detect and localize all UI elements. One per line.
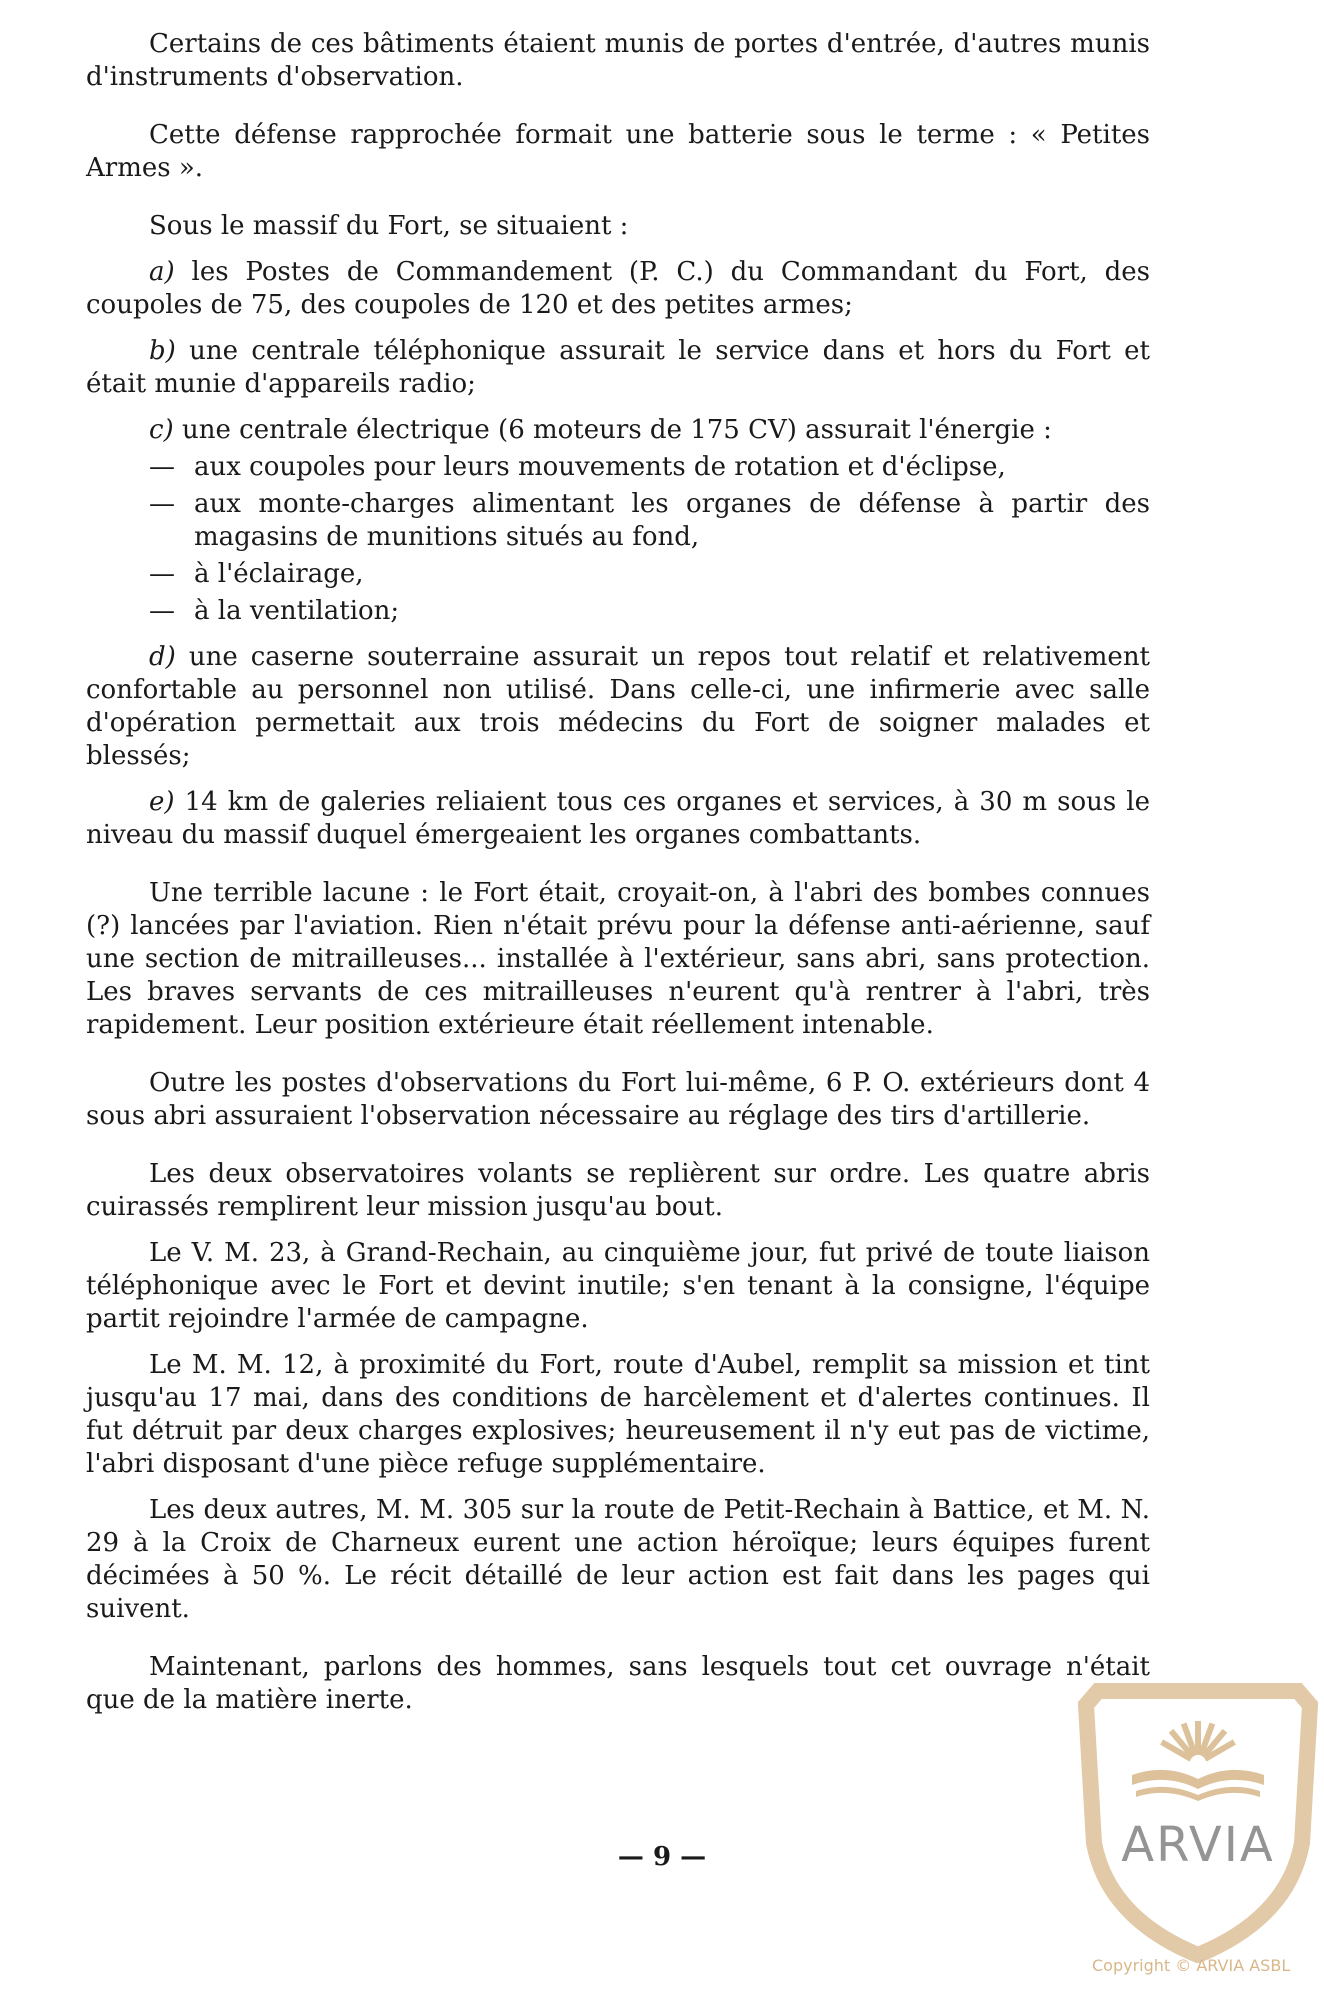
paragraph-2: Cette défense rapprochée formait une batterie sous le terme : « Petites Armes ». [86,120,1150,183]
page-body [86,28,1150,1717]
item-c [86,414,1150,447]
paragraph-7: Le V. M. 23, à Grand-Rechain, au cinquième jour, fut privé de toute liaison téléphonique avec le Fort et devint inutile; s'en tenant à la consigne, l'équipe partit rejoindre l'armée de campagne. [86,1238,1150,1334]
item-b-letter: b) [149,336,176,366]
paragraph-10: Maintenant, parlons des hommes, sans lesquels tout cet ouvrage n'était que de la matière inerte. [86,1652,1150,1715]
arvia-watermark-logo [1078,1683,1318,1963]
page-number: — 9 — [617,1842,707,1872]
item-d-text: une caserne souterraine assurait un repos tout relatif et relativement confortable au personnel non utilisé. Dans celle-ci, une infirmerie avec salle d'opération permettait aux trois médecins du Fort de soigner malades et blessés; [86,642,1151,771]
item-c-text: une centrale électrique (6 moteurs de 175 CV) assurait l'énergie : [181,415,1052,445]
logo-text: ARVIA [1121,1817,1275,1873]
list-item [149,451,1150,484]
list-item-text: à l'éclairage, [194,559,364,589]
paragraph-8: Le M. M. 12, à proximité du Fort, route d'Aubel, remplit sa mission et tint jusqu'au 17 mai, dans des conditions de harcèlement et d'alertes continues. Il fut détruit par deux charges explosives; heureusement il n'y eut pas de victime, l'abri disposant d'une pièce refuge supplémentaire. [86,1350,1150,1479]
list-item [149,558,1150,591]
item-c-list [149,451,1150,628]
list-item-text: aux monte-charges alimentant les organes de défense à partir des magasins de munitions situés au fond, [194,489,1150,552]
list-item-text: à la ventilation; [194,596,400,626]
item-e [86,786,1150,852]
dash: — [149,559,175,589]
item-a-letter: a) [149,257,175,287]
item-e-letter: e) [149,787,175,817]
item-a [86,256,1150,322]
paragraph-4: Une terrible lacune : le Fort était, croyait-on, à l'abri des bombes connues (?) lancées par l'aviation. Rien n'était prévu pour la défense anti-aérienne, sauf une section de mitrailleuses... installée à l'extérieur, sans abri, sans protection. Les braves servants de ces mitrailleuses n'eurent qu'à rentrer à l'abri, très rapidement. Leur position extérieure était réellement intenable. [86,878,1150,1040]
item-b-text: une centrale téléphonique assurait le service dans et hors du Fort et était munie d'appareils radio; [86,336,1150,399]
list-item-text: aux coupoles pour leurs mouvements de rotation et d'éclipse, [194,452,1006,482]
paragraph-1: Certains de ces bâtiments étaient munis de portes d'entrée, d'autres munis d'instruments d'observation. [86,29,1150,92]
dash: — [149,452,175,482]
paragraph-9: Les deux autres, M. M. 305 sur la route de Petit-Rechain à Battice, et M. N. 29 à la Croix de Charneux eurent une action héroïque; leurs équipes furent décimées à 50 %. Le récit détaillé de leur action est fait dans les pages qui suivent. [86,1495,1150,1624]
item-e-text: 14 km de galeries reliaient tous ces organes et services, à 30 m sous le niveau du massif duquel émergeaient les organes combattants. [86,787,1151,850]
copyright-text: Copyright © ARVIA ASBL [1092,1956,1291,1975]
dash: — [149,596,175,626]
dash: — [149,489,175,519]
item-d-letter: d) [149,642,176,672]
paragraph-5: Outre les postes d'observations du Fort lui-même, 6 P. O. extérieurs dont 4 sous abri assuraient l'observation nécessaire au réglage des tirs d'artillerie. [86,1068,1150,1131]
book-sunburst-icon [1132,1721,1264,1801]
item-a-text: les Postes de Commandement (P. C.) du Commandant du Fort, des coupoles de 75, des coupoles de 120 et des petites armes; [86,257,1150,320]
item-c-letter: c) [149,415,174,445]
item-d [86,641,1150,773]
paragraph-3: Sous le massif du Fort, se situaient : [149,211,629,241]
paragraph-6: Les deux observatoires volants se replièrent sur ordre. Les quatre abris cuirassés remplirent leur mission jusqu'au bout. [86,1159,1150,1222]
list-item [149,595,1150,628]
item-b [86,335,1150,401]
list-item [149,488,1150,554]
